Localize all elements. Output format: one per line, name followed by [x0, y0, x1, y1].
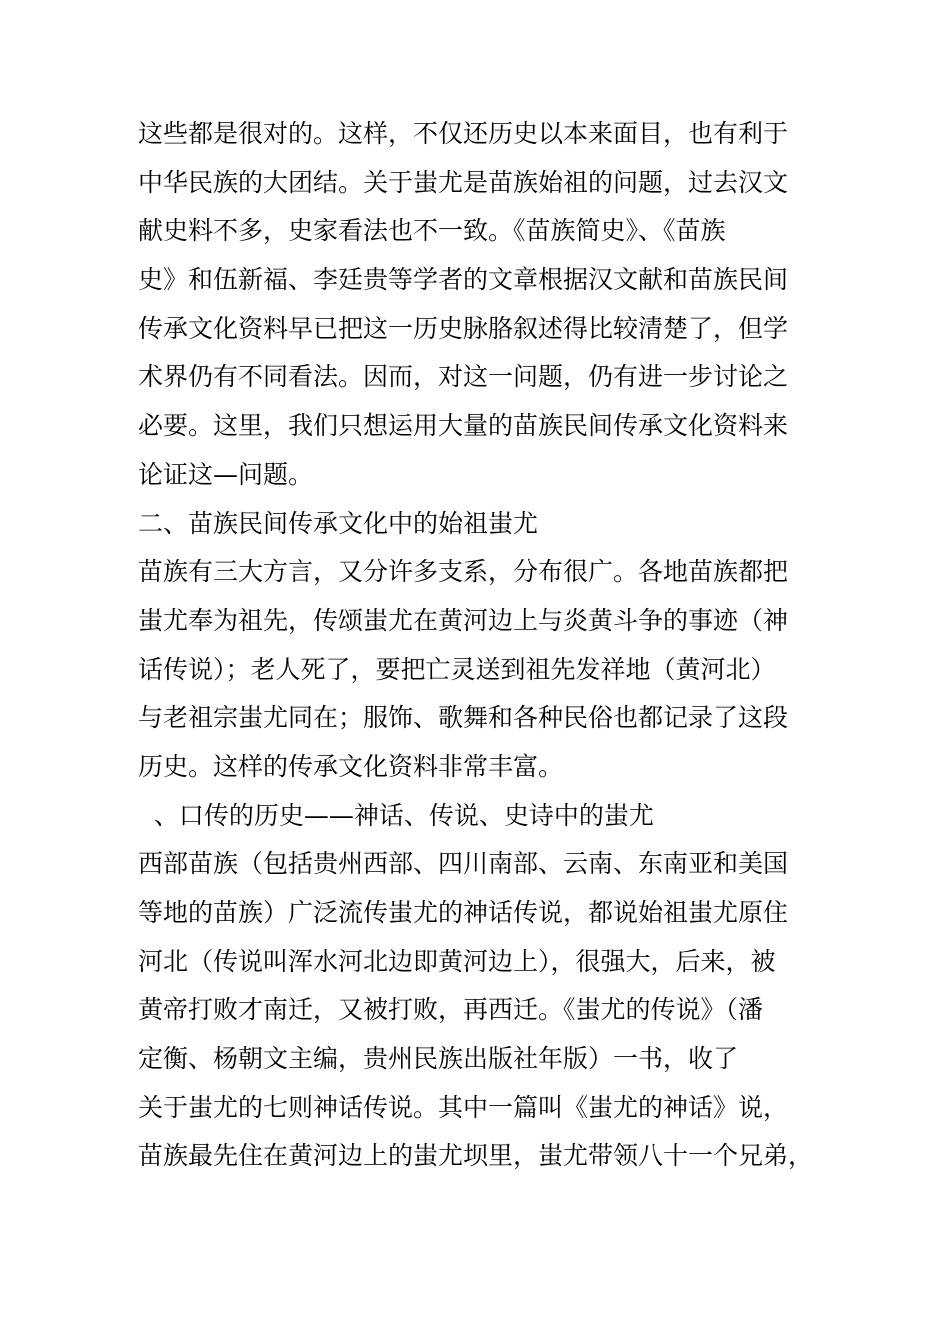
- text-line-8: 论证这—问题。: [138, 459, 314, 489]
- text-line-19: 黄帝打败才南迁，又被打败，再西迁。《蚩尤的传说》（潘: [138, 995, 764, 1025]
- text-line-7: 必要。这里，我们只想运用大量的苗族民间传承文化资料来: [138, 411, 789, 441]
- body-text: [138, 110, 818, 1181]
- text-line-11: 蚩尤奉为祖先，传颂蚩尤在黄河边上与炎黄斗争的事迹（神: [138, 605, 789, 635]
- text-line-12: 话传说）；老人死了，要把亡灵送到祖先发祥地（黄河北）: [138, 654, 776, 684]
- text-line-4: 史》和伍新福、李廷贵等学者的文章根据汉文献和苗族民间: [138, 265, 789, 295]
- text-line-5: 传承文化资料早已把这一历史脉胳叙述得比较清楚了，但学: [138, 313, 789, 343]
- text-line-2: 中华民族的大团结。关于蚩尤是苗族始祖的问题，过去汉文: [138, 167, 789, 197]
- text-line-20: 定衡、杨朝文主编，贵州民族出版社年版）一书，收了: [138, 1044, 739, 1074]
- text-line-17: 等地的苗族）广泛流传蚩尤的神话传说，都说始祖蚩尤原住: [138, 898, 789, 927]
- subsection-heading: 、口传的历史——神话、传说、史诗中的蚩尤: [138, 800, 654, 830]
- text-line-13: 与老祖宗蚩尤同在；服饰、歌舞和各种民俗也都记录了这段: [138, 703, 789, 733]
- text-line-21: 关于蚩尤的七则神话传说。其中一篇叫《蚩尤的神话》说，: [138, 1092, 789, 1122]
- text-line-18: 河北（传说叫浑水河北边即黄河边上），很强大，后来，被: [138, 946, 776, 976]
- text-line-14: 历史。这样的传承文化资料非常丰富。: [138, 751, 564, 781]
- text-line-1: 这些都是很对的。这样，不仅还历史以本来面目，也有利于: [138, 119, 789, 148]
- text-line-22: 苗族最先住在黄河边上的蚩尤坝里，蚩尤带领八十一个兄弟，: [138, 1141, 814, 1171]
- text-line-6: 术界仍有不同看法。因而，对这一问题，仍有进一步讨论之: [138, 362, 789, 392]
- section-heading: 二、苗族民间传承文化中的始祖蚩尤: [138, 508, 539, 538]
- text-line-16: 西部苗族（包括贵州西部、四川南部、云南、东南亚和美国: [138, 849, 789, 879]
- text-line-3: 献史料不多，史家看法也不一致。《苗族简史》、《苗族: [138, 216, 726, 246]
- text-line-10: 苗族有三大方言，又分许多支系，分布很广。各地苗族都把: [138, 557, 789, 587]
